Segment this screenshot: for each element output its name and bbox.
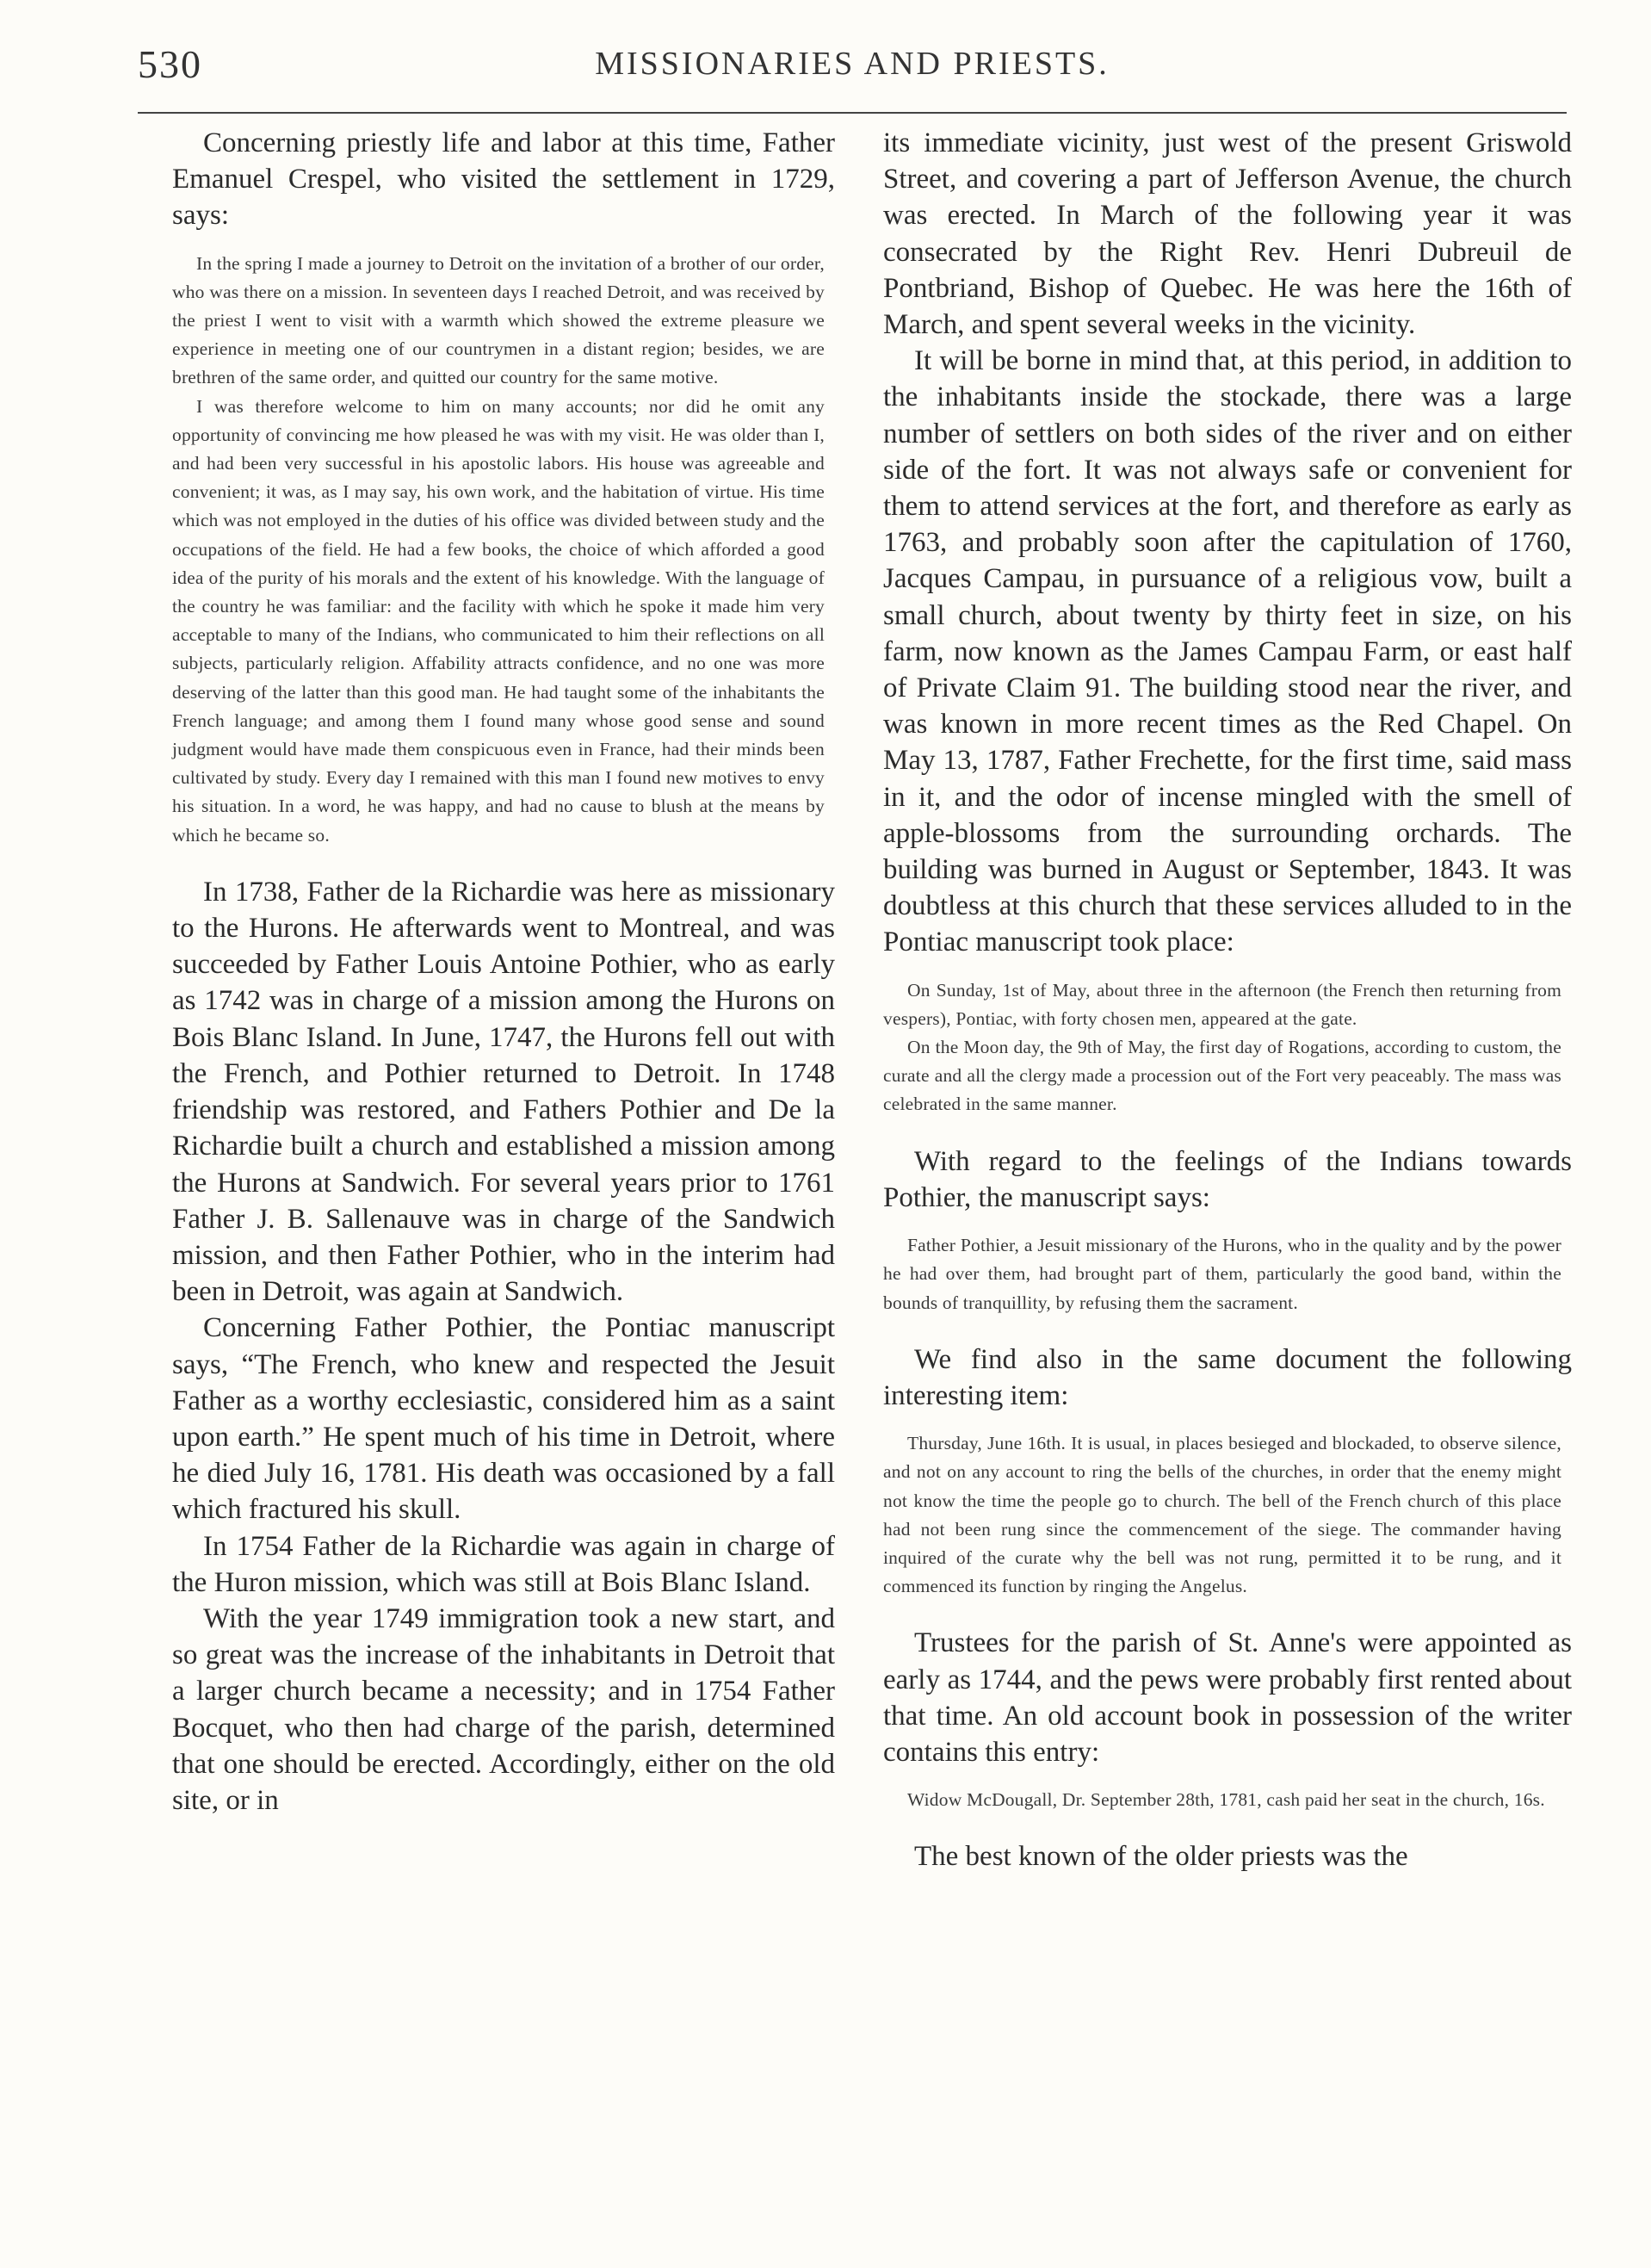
left-column bbox=[172, 125, 835, 1819]
block-quote: On the Moon day, the 9th of May, the first day of Rogations, according to custom, the curate and all the clergy made a procession out of the Fort very peaceably. The mass was celebrated in the same manner. bbox=[883, 1037, 1561, 1115]
paragraph: Concerning Father Pothier, the Pontiac manuscript says, “The French, who knew and respected the Jesuit Father as a worthy ecclesiastic, considered him as a saint upon earth.” He spent much of his time in Detroit, where he died July 16, 1781. His death was occasioned by a fall which fractured his skull. bbox=[172, 1312, 835, 1526]
paragraph: Trustees for the parish of St. Anne's were appointed as early as 1744, and the pews were probably first rented about that time. An old account book in possession of the writer contains this entry: bbox=[883, 1627, 1572, 1768]
block-quote: I was therefore welcome to him on many accounts; nor did he omit any opportunity of convincing me how pleased he was with my visit. He was older than I, and had been very successful in his apostolic labors. His house was agreeable and convenient; it was, as I may say, his own work, and the habitation of virtue. His time which was not employed in the duties of his office was divided between study and the occupations of the field. He had a few books, the choice of which afforded a good idea of the purity of his morals and the extent of his knowledge. With the language of the country he was familiar: and the facility with which he spoke it made him very acceptable to many of the Indians, who communicated to him their reflections on all subjects, particularly religion. Affability attracts confidence, and no one was more deserving of the latter than this good man. He had taught some of the inhabitants the French language; and among them I found many whose good sense and sound judgment would have made them conspicuous even in France, had their minds been cultivated by study. Every day I remained with this man I found new motives to envy his situation. In a word, he was happy, and had no cause to blush at the means by which he became so. bbox=[172, 395, 825, 846]
block-quote: Father Pothier, a Jesuit missionary of the Hurons, who in the quality and by the power he had over them, had brought part of them, particularly the good band, within the bounds of tranquillity, by refusing them the sacrament. bbox=[883, 1235, 1561, 1313]
block-quote: On Sunday, 1st of May, about three in the afternoon (the French then returning from vespers), Pontiac, with forty chosen men, appeared at the gate. bbox=[883, 979, 1561, 1029]
paragraph: In 1754 Father de la Richardie was again in charge of the Huron mission, which was still at Bois Blanc Island. bbox=[172, 1530, 835, 1598]
paragraph: its immediate vicinity, just west of the present Griswold Street, and covering a part of Jefferson Avenue, the church was erected. In March of the following year it was consecrated by the Right Rev. Henri Dubreuil de Pontbriand, Bishop of Quebec. He was here the 16th of March, and spent several weeks in the vicinity. bbox=[883, 127, 1572, 341]
block-quote: In the spring I made a journey to Detroit on the invitation of a brother of our order, who was there on a mission. In seventeen days I reached Detroit, and was received by the priest I went to visit with a warmth which showed the extreme pleasure we experience in meeting one of our countrymen in a distant region; besides, we are brethren of the same order, and quitted our country for the same motive. bbox=[172, 252, 825, 388]
paragraph: In 1738, Father de la Richardie was here as missionary to the Hurons. He afterwards went to Montreal, and was succeeded by Father Louis Antoine Pothier, who as early as 1742 was in charge of a mission among the Hurons on Bois Blanc Island. In June, 1747, the Hurons fell out with the French, and Pothier returned to Detroit. In 1748 friendship was restored, and Fathers Pothier and De la Richardie built a church and established a mission among the Hurons at Sandwich. For several years prior to 1761 Father J. B. Sallenauve was in charge of the Sandwich mission, and then Father Pothier, who in the interim had been in Detroit, was again at Sandwich. bbox=[172, 876, 835, 1308]
paragraph: The best known of the older priests was the bbox=[914, 1841, 1408, 1873]
paragraph: With regard to the feelings of the Indians towards Pothier, the manuscript says: bbox=[883, 1145, 1572, 1213]
page-header bbox=[138, 34, 1567, 86]
block-quote: Thursday, June 16th. It is usual, in places besieged and blockaded, to observe silence, and not on any account to ring the bells of the churches, in order that the enemy might not know the time the people go to church. The bell of the French church of this place had not been rung since the commencement of the siege. The commander having inquired of the curate why the bell was not rung, permitted it to be rung, and it commenced its function by ringing the Angelus. bbox=[883, 1433, 1561, 1597]
header-rule bbox=[138, 112, 1567, 114]
paragraph: We find also in the same document the following interesting item: bbox=[883, 1343, 1572, 1411]
running-head: MISSIONARIES AND PRIESTS. bbox=[595, 46, 1110, 82]
paragraph: With the year 1749 immigration took a new start, and so great was the increase of the inhabitants in Detroit that a larger church became a necessity; and in 1754 Father Bocquet, who then had charge of the parish, determined that one should be erected. Accordingly, either on the old site, or in bbox=[172, 1602, 835, 1816]
right-column bbox=[883, 125, 1572, 1875]
paragraph: Concerning priestly life and labor at this time, Father Emanuel Crespel, who visited the settlement in 1729, says: bbox=[172, 127, 835, 232]
page-number: 530 bbox=[138, 42, 202, 86]
paragraph: It will be borne in mind that, at this period, in addition to the inhabitants inside the stockade, there was a large number of settlers on both sides of the river and on either side of the fort. It was not always safe or convenient for them to attend services at the fort, and therefore as early as 1763, and probably soon after the capitulation of 1760, Jacques Campau, in pursuance of a religious vow, built a small church, about twenty by thirty feet in size, on his farm, now known as the James Campau Farm, or east half of Private Claim 91. The building stood near the river, and was known in more recent times as the Red Chapel. On May 13, 1787, Father Frechette, for the first time, said mass in it, and the odor of incense mingled with the smell of apple-blossoms from the surrounding orchards. The building was burned in August or September, 1843. It was doubtless at this church that these services alluded to in the Pontiac manuscript took place: bbox=[883, 345, 1572, 958]
block-quote: Widow McDougall, Dr. September 28th, 1781, cash paid her seat in the church, 16s. bbox=[907, 1789, 1545, 1811]
